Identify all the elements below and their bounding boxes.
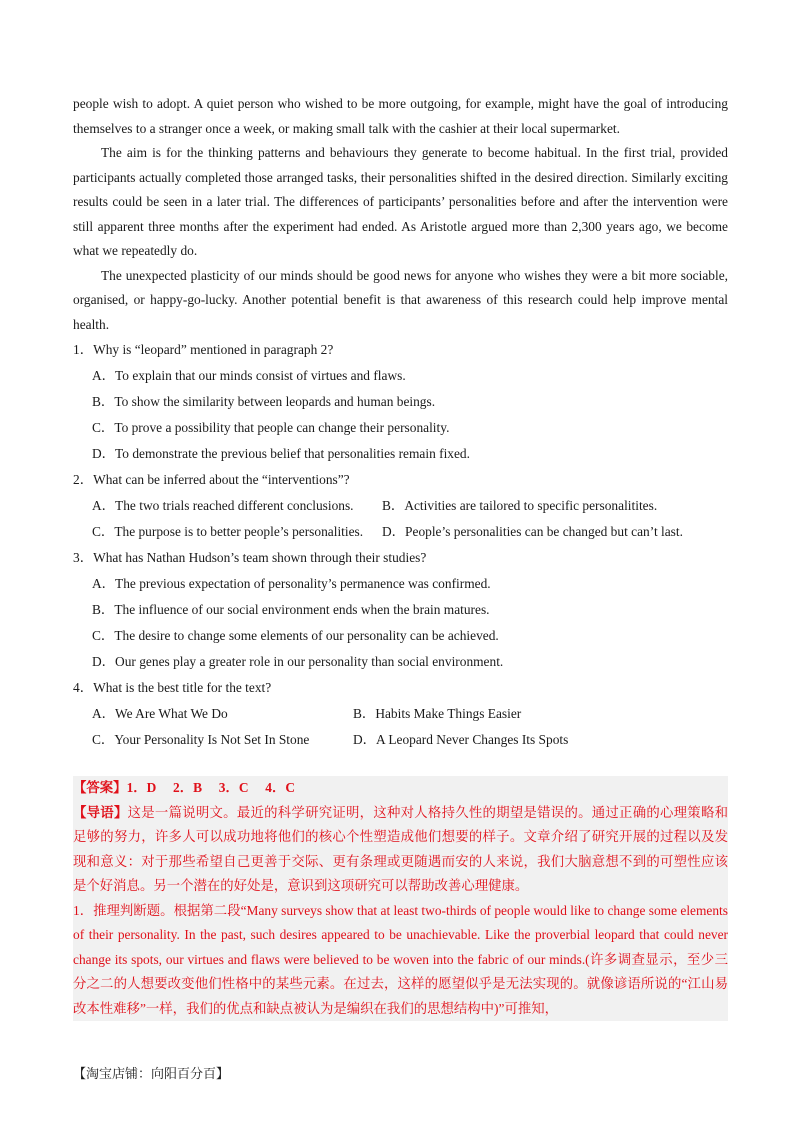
option-d: D．People’s personalities can be changed but can’t last.	[382, 524, 683, 539]
option-a: A．To explain that our minds consist of virtues and flaws.	[92, 368, 406, 383]
option-b: B．Activities are tailored to specific personalitites.	[382, 498, 658, 513]
option-c: C．To prove a possibility that people can change their personality.	[92, 420, 450, 435]
option-c: C．Your Personality Is Not Set In Stone	[92, 732, 310, 747]
option-c: C．The desire to change some elements of our personality can be achieved.	[92, 628, 499, 643]
guide-text: 这是一篇说明文。最近的科学研究证明，这种对人格持久性的期望是错误的。通过正确的心理策略和足够的努力，许多人可以成功地将他们的核心个性塑造成他们想要的样子。文章介绍了研究开展的过程以及发现和意义：对于那些希望自己更善于交际、更有条理或更随遇而安的人来说，我们大脑意想不到的可塑性应该是个好消息。另一个潜在的好处是，意识到这项研究可以帮助改善心理健康。	[73, 804, 729, 893]
option-row	[92, 701, 728, 727]
passage-paragraph-3: The unexpected plasticity of our minds should be good news for anyone who wishes they were a bit more sociable, organised, or happy-go-lucky. Another potential benefit is that awareness of this research could help improve mental health.	[73, 267, 728, 332]
passage-paragraph-1-continued: people wish to adopt. A quiet person who wished to be more outgoing, for example, might have the goal of introducing themselves to a stranger once a week, or making small talk with the cashier at their local supermarket.	[73, 96, 728, 136]
option-c: C．The purpose is to better people’s personalities.	[92, 524, 364, 539]
footer-store-label: 【淘宝店铺：向阳百分百】	[73, 1066, 230, 1081]
option-b: B．Habits Make Things Easier	[353, 706, 522, 721]
option-d: D．Our genes play a greater role in our personality than social environment.	[92, 654, 504, 669]
question-stem: 2．What can be inferred about the “interventions”?	[73, 472, 350, 487]
guide-paragraph	[73, 801, 728, 899]
option-d: D．To demonstrate the previous belief that personalities remain fixed.	[92, 446, 470, 461]
option-b: B．To show the similarity between leopards and human beings.	[92, 394, 436, 409]
question-stem: 1．Why is “leopard” mentioned in paragraph 2?	[73, 342, 334, 357]
answer-label: 【答案】	[73, 780, 127, 795]
answer-keys-line	[73, 776, 728, 801]
question-3	[73, 545, 728, 675]
option-a: A．The previous expectation of personality’s permanence was confirmed.	[92, 576, 491, 591]
option-a: A．The two trials reached different conclusions.	[92, 498, 354, 513]
passage-paragraph-2: The aim is for the thinking patterns and behaviours they generate to become habitual. In the first trial, provided participants actually completed those arranged tasks, their personalities shifted in the desired direction. Similarly exciting results could be seen in a later trial. The differences of participants’ personalities before and after the intervention were still apparent three months after the experiment had ended. As Aristotle argued more than 2,300 years ago, we become what we repeatedly do.	[73, 145, 728, 258]
passage-body	[73, 92, 728, 753]
answer-explanation	[73, 776, 728, 1021]
question-stem: 3．What has Nathan Hudson’s team shown through their studies?	[73, 550, 427, 565]
option-row	[92, 519, 728, 545]
option-a: A．We Are What We Do	[92, 706, 228, 721]
question-4	[73, 675, 728, 753]
option-d: D．A Leopard Never Changes Its Spots	[353, 732, 569, 747]
question-2	[73, 467, 728, 545]
guide-label: 【导语】	[73, 804, 128, 820]
option-b: B．The influence of our social environment ends when the brain matures.	[92, 602, 490, 617]
option-row	[92, 493, 728, 519]
answer-keys: 1．D 2．B 3．C 4．C	[126, 780, 296, 795]
question-1	[73, 337, 728, 467]
option-row	[92, 727, 728, 753]
question-stem: 4．What is the best title for the text?	[73, 680, 272, 695]
analysis-paragraph: 1．推理判断题。根据第二段“Many surveys show that at least two-thirds of people would like to change some elements of their personality. In the past, such desires appeared to be unachievable. Like the proverbial leopard that could never change its spots, our virtues and flaws were believed to be woven into the fabric of our minds.(许多调查显示，至少三分之二的人想要改变他们性格中的某些元素。在过去，这样的愿望似乎是无法实现的。就像谚语所说的“江山易改本性难移”一样，我们的优点和缺点被认为是编织在我们的思想结构中)”可推知，	[73, 902, 728, 1016]
